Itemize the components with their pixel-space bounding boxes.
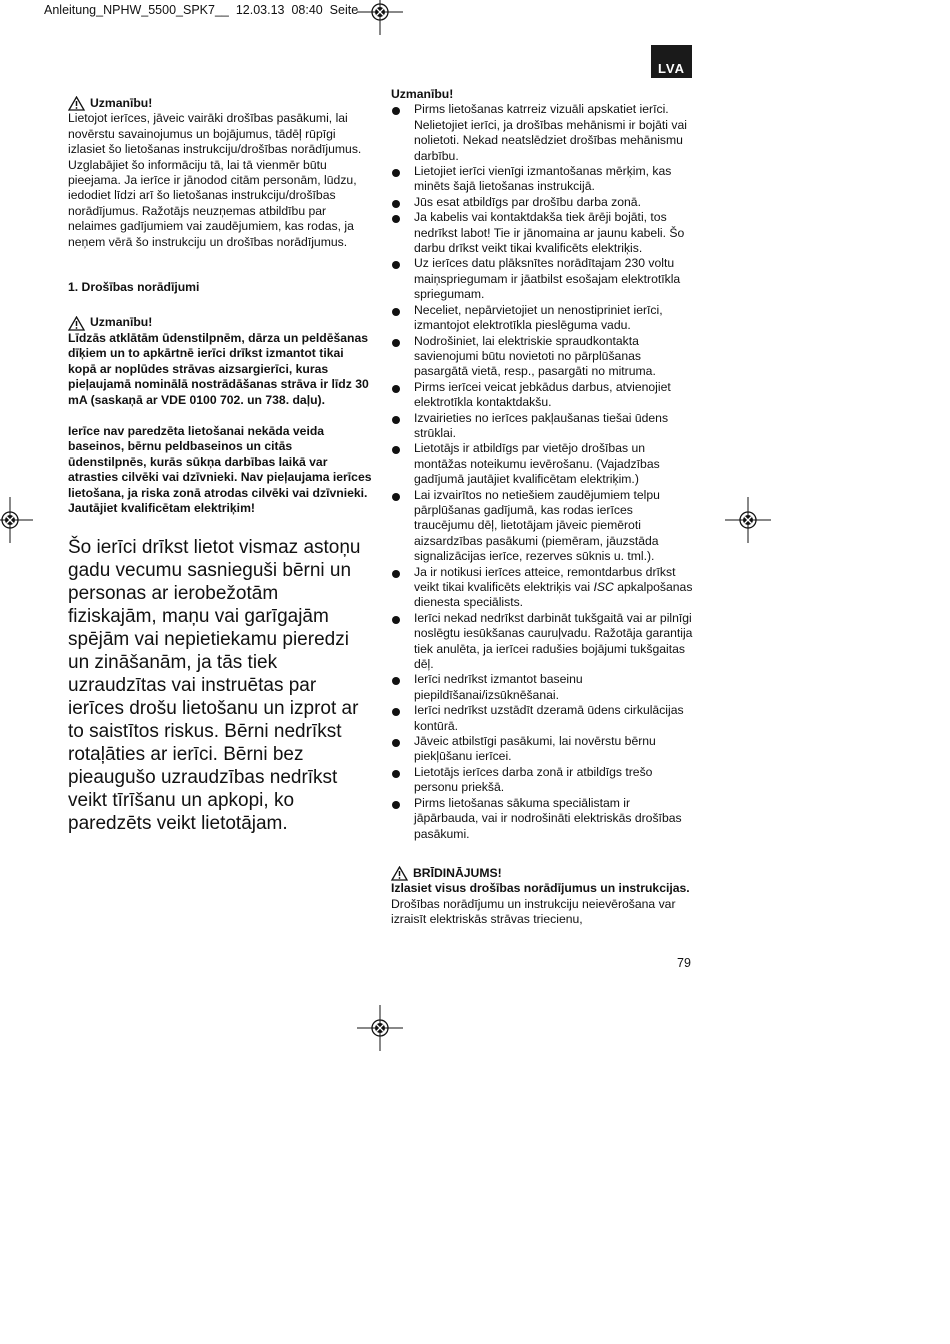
registration-top-icon bbox=[357, 0, 403, 35]
warning-triangle-icon bbox=[68, 96, 85, 111]
intro-paragraph: Lietojot ierīces, jāveic vairāki drošības pasākumi, lai novērstu savainojumus un bojājumus, tādēļ rūpīgi izlasiet šo lietošanas instrukciju/drošības norādījumus. Uzglabājiet šo informāciju tā, lai tā vienmēr būtu pieejama. Ja ierīce ir jānodod citām personām, lūdzu, iedodiet līdzi arī šo lietošanas instrukciju/drošības norādījumus. Ražotājs neuzņemas atbildību par nelaimes gadījumiem vai zaudējumiem, kas rodas, ja neņem vērā šo instrukciju un drošības norādījumus. bbox=[68, 111, 362, 249]
warning-triangle-icon bbox=[68, 316, 85, 331]
list-item: Pirms lietošanas sākuma speciālistam ir jāpārbauda, vai ir nodrošināti elektriskās drošības pasākumi. bbox=[391, 796, 696, 842]
list-item: Nodrošiniet, lai elektriskie spraudkontakta savienojumi būtu novietoti no pārplūšanas pasargātā vietā, resp., pasargāti no mitruma. bbox=[391, 334, 696, 380]
page-number: 79 bbox=[677, 956, 691, 970]
list-item: Lietojiet ierīci vienīgi izmantošanas mērķim, kas minēts šajā lietošanas instrukcijā. bbox=[391, 164, 696, 195]
list-item: Lai izvairītos no netiešiem zaudējumiem telpu pārplūšanas gadījumā, kas rodas ierīces traucējumu dēļ, lietotājam jāveic piemēroti aizsardzības pasākumi (piemēram, jāuzstāda signalizācijas ierīce, rezerves sūknis u. tml.). bbox=[391, 488, 696, 565]
caution-title: Uzmanību! bbox=[391, 87, 454, 101]
list-item bbox=[391, 565, 696, 611]
list-item: Lietotājs ierīces darba zonā ir atbildīgs trešo personu priekšā. bbox=[391, 765, 696, 796]
list-item: Izvairieties no ierīces pakļaušanas tiešai ūdens strūklai. bbox=[391, 411, 696, 442]
list-item: Jāveic atbilstīgi pasākumi, lai novērstu bērnu piekļūšanu ierīcei. bbox=[391, 734, 696, 765]
rcd-warning-paragraph: Līdzās atklātām ūdenstilpnēm, dārza un peldēšanas dīķiem un to apkārtnē ierīci drīkst izmantot tikai kopā ar noplūdes strāvas aizsargierīci, kuras pieļaujamā nominālā nostrādāšanas strāva ir līdz 30 mA (saskaņā ar VDE 0100 702. un 738. daļu). bbox=[68, 330, 369, 407]
warning-heading bbox=[391, 866, 696, 881]
registration-left-icon bbox=[0, 497, 33, 543]
list-item: Lietotājs ir atbildīgs par vietējo drošības un montāžas noteikumu ievērošanu. (Vajadzības gadījumā jautājiet kvalificētam elektriķim.) bbox=[391, 441, 696, 487]
safety-list bbox=[391, 102, 696, 842]
header-time: 08:40 bbox=[291, 3, 323, 17]
list-item: Ierīci nekad nedrīkst darbināt tukšgaitā vai ar pilnīgi noslēgtu iesūkšanas cauruļvadu. Ražotāja garantija tiek anulēta, ja ierīcei radušies bojājumi tukšgaitas dēļ. bbox=[391, 611, 696, 673]
list-item: Ierīci nedrīkst izmantot baseinu piepildīšanai/izsūknēšanai. bbox=[391, 672, 696, 703]
list-item: Neceliet, nepārvietojiet un nenostipriniet ierīci, izmantojot elektrotīkla pieslēguma vadu. bbox=[391, 303, 696, 334]
list-item: Pirms ierīcei veicat jebkādus darbus, atvienojiet elektrotīkla kontaktdakšu. bbox=[391, 380, 696, 411]
print-header bbox=[44, 3, 358, 17]
list-item: Ja kabelis vai kontaktdakša tiek ārēji bojāti, tos nedrīkst labot! Tie ir jānomaina ar jaunu kabeli. Šo darbu drīkst veikt tikai kvalificēts elektriķis. bbox=[391, 210, 696, 256]
header-filename: Anleitung_NPHW_5500_SPK7__ bbox=[44, 3, 229, 17]
caution-title: Uzmanību! bbox=[90, 315, 153, 330]
children-paragraph: Šo ierīci drīkst lietot vismaz astoņu gadu vecumu sasnieguši bērni un personas ar ierobežotām fiziskajām, maņu vai garīgajām spējām vai nepietiekamu pieredzi un zināšanām, ja tās tiek uzraudzītas vai instruētas par ierīces drošu lietošanu un izprot ar to saistītos riskus. Bērni nedrīkst rotaļāties ar ierīci. Bērni bez pieaugušo uzraudzības nedrīkst veikt tīrīšanu un apkopi, ko paredzēts veikt lietotājam. bbox=[68, 537, 361, 835]
caution-heading bbox=[68, 315, 372, 330]
isc-name: ISC bbox=[593, 580, 614, 594]
warning-title: BRĪDINĀJUMS! bbox=[413, 865, 502, 880]
section-title: 1. Drošības norādījumi bbox=[68, 280, 200, 295]
warning-paragraph bbox=[391, 881, 696, 927]
list-item: Jūs esat atbildīgs par drošību darba zonā. bbox=[391, 195, 696, 210]
left-column bbox=[68, 96, 372, 835]
list-item: Uz ierīces datu plāksnītes norādītajam 230 voltu maiņspriegumam ir jāatbilst esošajam elektrotīkla spriegumam. bbox=[391, 256, 696, 302]
list-item: Pirms lietošanas katrreiz vizuāli apskatiet ierīci. Nelietojiet ierīci, ja drošības mehānismi ir bojāti vai nolietoti. Nekad neatslēdziet drošības mehānismu darbību. bbox=[391, 102, 696, 164]
header-seite: Seite bbox=[329, 3, 359, 17]
caution-heading bbox=[68, 96, 372, 111]
warning-bold-text: Izlasiet visus drošības norādījumus un instrukcijas. bbox=[391, 881, 690, 896]
registration-right-icon bbox=[725, 497, 771, 543]
list-item-text: apkalpošanas dienesta speciālists. bbox=[414, 580, 693, 610]
right-column bbox=[391, 87, 696, 928]
caution-title: Uzmanību! bbox=[90, 96, 153, 110]
header-date: 12.03.13 bbox=[235, 3, 285, 17]
list-item-text: Ja ir notikusi ierīces atteice, remontdarbus drīkst veikt tikai kvalificēts elektriķis vai bbox=[414, 564, 676, 594]
pool-warning-paragraph: Ierīce nav paredzēta lietošanai nekāda veida baseinos, bērnu peldbaseinos un citās ūdenstilpnēs, kurās sūkņa darbības laikā var atrasties cilvēki vai dzīvnieki. Nav pieļaujama ierīces lietošana, ja riska zonā atrodas cilvēki vai dzīvnieki. Jautājiet kvalificētam elektriķim! bbox=[68, 423, 372, 515]
warning-text: Drošības norādījumu un instrukciju neievērošana var izraisīt elektriskās strāvas triecienu, bbox=[391, 896, 676, 927]
language-tab: LVA bbox=[651, 45, 692, 78]
registration-bottom-icon bbox=[357, 1005, 403, 1051]
list-item: Ierīci nedrīkst uzstādīt dzeramā ūdens cirkulācijas kontūrā. bbox=[391, 703, 696, 734]
warning-triangle-icon bbox=[391, 866, 408, 881]
